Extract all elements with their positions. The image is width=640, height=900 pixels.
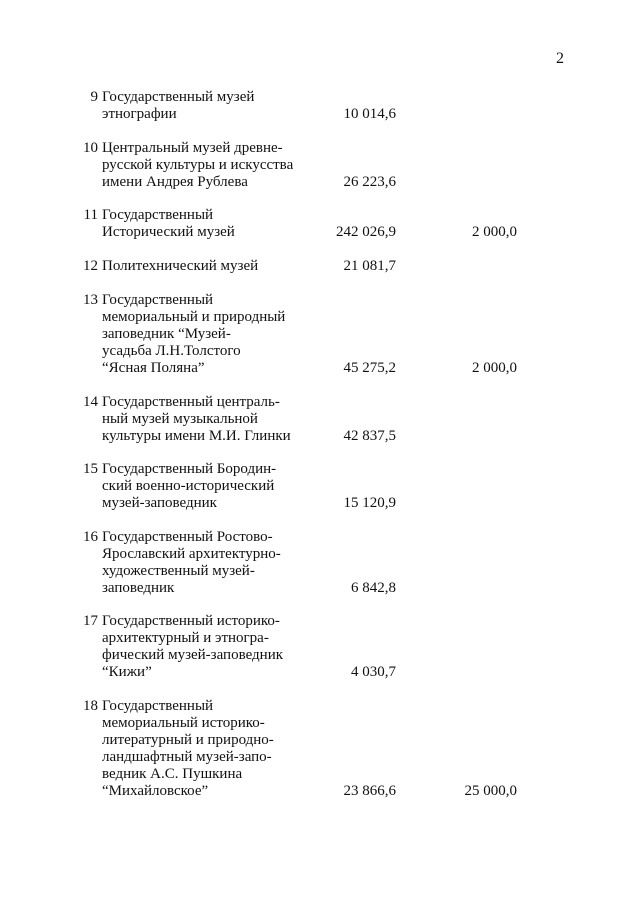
list-item — [0, 292, 640, 377]
amount: 26 223,6 — [343, 174, 396, 190]
museum-name: Политехнический музей — [102, 258, 259, 274]
museum-name: Государственный мемориальный и природный заповедник “Музей- усадьба Л.Н.Толстого “Ясная Поляна” — [102, 292, 286, 376]
museum-name: Государственный Исторический музей — [102, 207, 235, 240]
amount: 4 030,7 — [351, 664, 396, 680]
entry-number: 13 — [83, 292, 98, 308]
list-item — [0, 89, 640, 123]
entry-number: 9 — [90, 89, 98, 105]
additional-amount: 2 000,0 — [472, 360, 517, 376]
list-item — [0, 258, 640, 275]
museum-name: Государственный Ростово- Ярославский архитектурно- художественный музей- заповедник — [102, 529, 281, 596]
amount: 45 275,2 — [343, 360, 396, 376]
entry-number: 11 — [83, 207, 98, 223]
additional-amount: 2 000,0 — [472, 224, 517, 240]
amount: 23 866,6 — [343, 783, 396, 799]
list-item — [0, 461, 640, 512]
museum-name: Государственный централь- ный музей музыкальной культуры имени М.И. Глинки — [102, 394, 291, 444]
museum-name: Государственный музей этнографии — [102, 89, 255, 122]
list-item — [0, 613, 640, 681]
entry-number: 15 — [83, 461, 98, 477]
list-item — [0, 140, 640, 191]
list-item — [0, 698, 640, 800]
entry-number: 12 — [83, 258, 98, 274]
entry-number: 18 — [83, 698, 98, 714]
amount: 15 120,9 — [343, 495, 396, 511]
museum-name: Государственный Бородин- ский военно-исторический музей-заповедник — [102, 461, 277, 511]
additional-amount: 25 000,0 — [464, 783, 517, 799]
museum-name: Государственный историко- архитектурный и этногра- фический музей-заповедник “Кижи” — [102, 613, 284, 680]
museum-name: Государственный мемориальный историко- литературный и природно- ландшафтный музей-запо- ведник А.С. Пушкина “Михайловское” — [102, 698, 274, 799]
entry-number: 10 — [83, 140, 98, 156]
amount: 6 842,8 — [351, 580, 396, 596]
page-number: 2 — [556, 50, 564, 67]
amount: 21 081,7 — [343, 258, 396, 274]
amount: 10 014,6 — [343, 106, 396, 122]
list-item — [0, 394, 640, 445]
amount: 42 837,5 — [343, 428, 396, 444]
museum-name: Центральный музей древне- русской культуры и искусства имени Андрея Рублева — [102, 140, 294, 190]
list-item — [0, 529, 640, 597]
entry-number: 16 — [83, 529, 98, 545]
amount: 242 026,9 — [336, 224, 396, 240]
entry-number: 14 — [83, 394, 98, 410]
entry-number: 17 — [83, 613, 98, 629]
list-item — [0, 207, 640, 241]
